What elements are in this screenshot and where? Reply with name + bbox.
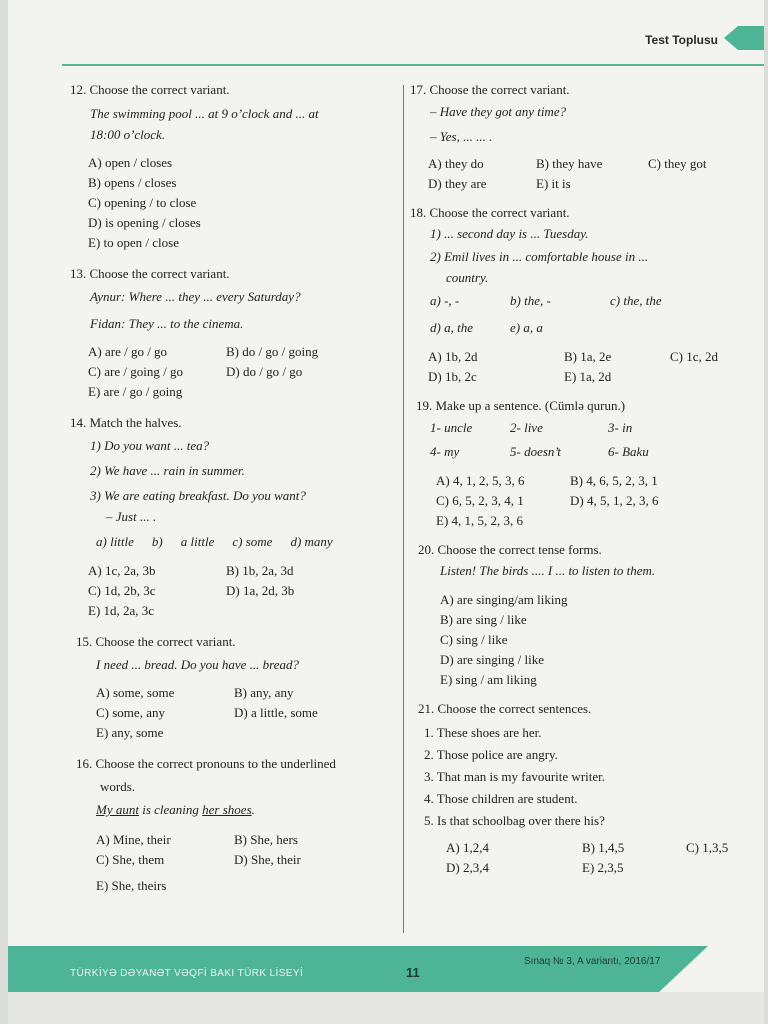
option-b: B) any, any [234, 685, 294, 700]
page-bottom-margin [8, 992, 764, 1024]
question-20-heading: 20. Choose the correct tense forms. [418, 542, 602, 557]
question-17-heading: 17. Choose the correct variant. [410, 82, 570, 97]
option-e: E) 1d, 2a, 3c [88, 603, 155, 618]
question-12-options [66, 153, 406, 252]
question-12-heading: 12. Choose the correct variant. [70, 82, 230, 97]
word-5: 5- doesn’t [510, 444, 561, 459]
choice-b: b) the, - [510, 293, 551, 308]
option-e: E) are / go / going [88, 384, 183, 399]
option-b: B) do / go / going [226, 344, 319, 359]
option-a: A) are singing/am liking [440, 592, 568, 607]
question-17-stem-line-2: – Yes, ... ... . [430, 129, 493, 144]
question-14-heading: 14. Match the halves. [70, 415, 182, 430]
option-b: B) 1,4,5 [582, 840, 625, 855]
question-13-stem-line-1: Aynur: Where ... they ... every Saturday? [90, 289, 301, 304]
question-12-stem-line-1: The swimming pool ... at 9 o’clock and ... at [90, 106, 319, 121]
question-20 [406, 540, 736, 689]
option-d: D) 1b, 2c [428, 369, 477, 384]
question-12-stem-line-2: 18:00 o’clock. [90, 127, 166, 142]
sentence-4: 4. Those children are student. [424, 791, 578, 806]
underlined-word-2: her shoes [202, 802, 252, 817]
question-14-sentence-2: 2) We have ... rain in summer. [90, 463, 245, 478]
question-16-options [66, 830, 406, 895]
word-6: 6- Baku [608, 444, 649, 459]
stem-middle: is cleaning [138, 802, 203, 817]
choice-e: e) a, a [510, 320, 543, 335]
option-d: D) a little, some [234, 705, 318, 720]
option-d: D) She, their [234, 852, 301, 867]
question-19-options [406, 471, 736, 530]
option-c: C) 1,3,5 [686, 840, 729, 855]
option-c: C) 1c, 2d [670, 349, 719, 364]
option-c: C) some, any [96, 705, 165, 720]
option-a: A) 1,2,4 [446, 840, 489, 855]
option-c: C) sing / like [440, 632, 508, 647]
question-20-options [406, 590, 736, 689]
choice-c: c) some [232, 534, 273, 549]
question-16 [66, 754, 406, 895]
question-18-heading: 18. Choose the correct variant. [410, 205, 570, 220]
question-18-sentence-1: 1) ... second day is ... Tuesday. [430, 226, 589, 241]
question-21-sentences [406, 723, 736, 830]
question-13-heading: 13. Choose the correct variant. [70, 266, 230, 281]
question-21-heading: 21. Choose the correct sentences. [418, 701, 592, 716]
option-b: B) opens / closes [88, 175, 177, 190]
option-b: B) 1a, 2e [564, 349, 612, 364]
choice-a: a) -, - [430, 293, 460, 308]
question-13-options [66, 342, 406, 401]
option-a: A) 1c, 2a, 3b [88, 563, 156, 578]
right-column [406, 80, 736, 885]
word-3: 3- in [608, 420, 633, 435]
option-c: C) they got [648, 156, 707, 171]
option-d: D) 1a, 2d, 3b [226, 583, 295, 598]
left-column [66, 80, 406, 903]
option-a: A) are / go / go [88, 344, 168, 359]
question-14-choices [66, 532, 406, 551]
question-18-sentence-2-cont: country. [446, 270, 489, 285]
option-a: A) open / closes [88, 155, 173, 170]
page-number: 11 [406, 965, 420, 980]
question-19-heading: 19. Make up a sentence. (Cümlə qurun.) [416, 398, 626, 413]
question-18-options [406, 347, 736, 386]
option-b: B) are sing / like [440, 612, 527, 627]
option-d: D) 2,3,4 [446, 860, 489, 875]
question-14-options [66, 561, 406, 620]
question-14 [66, 413, 406, 620]
option-c: C) opening / to close [88, 195, 197, 210]
question-15-options [66, 683, 406, 742]
question-17 [406, 80, 736, 193]
question-14-sentence-1: 1) Do you want ... tea? [90, 438, 210, 453]
question-16-stem [66, 800, 406, 819]
sentence-5: 5. Is that schoolbag over there his? [424, 813, 605, 828]
header-tab-marker [724, 26, 764, 50]
footer-school-name: TÜRKİYƏ DƏYANƏT VƏQFİ BAKI TÜRK LİSEYİ [70, 968, 304, 979]
choice-d: d) many [290, 534, 333, 549]
option-e: E) 1a, 2d [564, 369, 612, 384]
option-c: C) She, them [96, 852, 165, 867]
question-12 [66, 80, 406, 252]
question-15 [66, 632, 406, 742]
option-a: A) Mine, their [96, 832, 171, 847]
question-16-heading: 16. Choose the correct pronouns to the underlined [76, 756, 336, 771]
word-2: 2- live [510, 420, 543, 435]
choice-a: a) little [96, 534, 134, 549]
choice-d: d) a, the [430, 320, 473, 335]
sentence-3: 3. That man is my favourite writer. [424, 769, 605, 784]
option-b: B) 1b, 2a, 3d [226, 563, 294, 578]
workbook-page [8, 0, 764, 1024]
word-4: 4- my [430, 444, 460, 459]
page-header [8, 0, 764, 52]
question-14-sentence-3-reply: – Just ... . [106, 509, 157, 524]
question-15-heading: 15. Choose the correct variant. [76, 634, 236, 649]
question-19 [406, 396, 736, 530]
question-18 [406, 203, 736, 386]
question-18-sentence-2: 2) Emil lives in ... comfortable house in ... [430, 249, 649, 264]
option-e: E) it is [536, 176, 571, 191]
option-d: D) is opening / closes [88, 215, 201, 230]
question-17-stem-line-1: – Have they got any time? [430, 104, 567, 119]
header-title: Test Toplusu [645, 33, 718, 47]
choice-b-text: a little [180, 534, 215, 549]
option-b: B) they have [536, 156, 603, 171]
underlined-word-1: My aunt [96, 802, 139, 817]
header-rule [62, 64, 764, 66]
option-a: A) some, some [96, 685, 175, 700]
option-e: E) 4, 1, 5, 2, 3, 6 [436, 513, 524, 528]
question-16-heading-cont: words. [100, 779, 136, 794]
option-c: C) 6, 5, 2, 3, 4, 1 [436, 493, 524, 508]
question-15-stem: I need ... bread. Do you have ... bread? [96, 657, 300, 672]
question-21 [406, 699, 736, 877]
option-c: C) 1d, 2b, 3c [88, 583, 156, 598]
option-d: D) do / go / go [226, 364, 303, 379]
option-a: A) 4, 1, 2, 5, 3, 6 [436, 473, 525, 488]
question-17-options [406, 154, 736, 193]
option-e: E) to open / close [88, 235, 179, 250]
question-19-words [406, 418, 736, 461]
option-b: B) She, hers [234, 832, 298, 847]
option-e: E) She, theirs [96, 878, 167, 893]
option-e: E) any, some [96, 725, 164, 740]
sentence-1: 1. These shoes are her. [424, 725, 542, 740]
option-d: D) are singing / like [440, 652, 544, 667]
option-d: D) they are [428, 176, 487, 191]
footer-exam-info: Sınaq № 3, A variantı, 2016/17 [524, 956, 661, 967]
question-13-stem-line-2: Fidan: They ... to the cinema. [90, 316, 244, 331]
option-a: A) 1b, 2d [428, 349, 478, 364]
option-b: B) 4, 6, 5, 2, 3, 1 [570, 473, 658, 488]
sentence-2: 2. Those police are angry. [424, 747, 558, 762]
option-e: E) sing / am liking [440, 672, 537, 687]
stem-end: . [251, 802, 255, 817]
option-c: C) are / going / go [88, 364, 183, 379]
question-21-options [406, 838, 736, 877]
option-d: D) 4, 5, 1, 2, 3, 6 [570, 493, 659, 508]
question-13 [66, 264, 406, 401]
question-20-stem: Listen! The birds .... I ... to listen to them. [440, 563, 656, 578]
option-a: A) they do [428, 156, 484, 171]
choice-c: c) the, the [610, 293, 662, 308]
word-1: 1- uncle [430, 420, 473, 435]
question-14-sentence-3: 3) We are eating breakfast. Do you want? [90, 488, 306, 503]
option-e: E) 2,3,5 [582, 860, 624, 875]
question-18-choices [406, 291, 736, 337]
choice-b-label: b) [151, 534, 163, 549]
